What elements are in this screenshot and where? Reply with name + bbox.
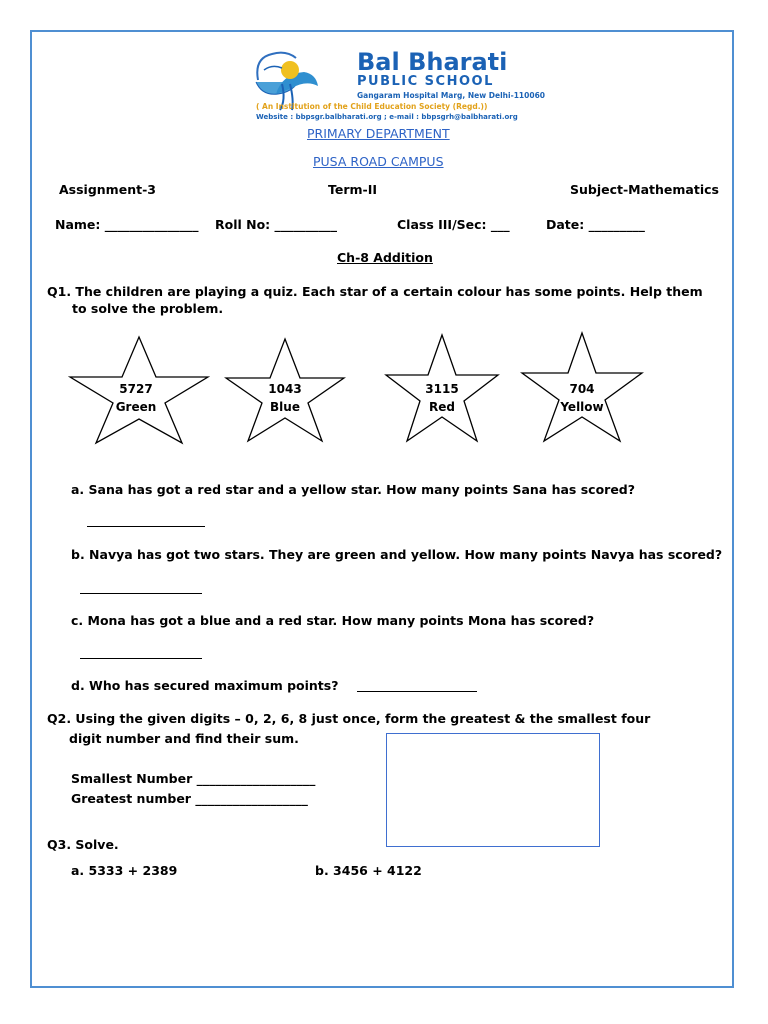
date-field: Date: _________ — [546, 217, 645, 232]
q3-title: Q3. Solve. — [47, 837, 119, 852]
star-red-points: 3115 — [425, 382, 459, 396]
page-border — [30, 30, 734, 988]
star-blue-colour: Blue — [270, 400, 300, 414]
q1b-text: b. Navya has got two stars. They are green and yellow. How many points Navya has scored? — [71, 547, 723, 562]
greatest-number-field: Greatest number __________________ — [71, 791, 308, 806]
department-link[interactable]: PRIMARY DEPARTMENT — [307, 126, 450, 141]
star-yellow-colour: Yellow — [560, 400, 604, 414]
q1d-text: d. Who has secured maximum points? — [71, 678, 339, 693]
star-blue-label — [245, 380, 325, 416]
star-green-colour: Green — [115, 400, 157, 414]
star-green-label — [96, 380, 176, 416]
subject-label: Subject-Mathematics — [570, 182, 719, 197]
assignment-label: Assignment-3 — [59, 182, 156, 197]
chapter-title: Ch-8 Addition — [337, 250, 433, 265]
q1d-answer-line[interactable] — [357, 691, 477, 692]
q1-text-line2: to solve the problem. — [72, 301, 224, 316]
class-field: Class III/Sec: ___ — [397, 217, 510, 232]
q2-text-line1: Q2. Using the given digits – 0, 2, 6, 8 just once, form the greatest & the smallest four — [47, 711, 651, 726]
q3a-text: a. 5333 + 2389 — [71, 863, 178, 878]
star-blue-points: 1043 — [268, 382, 302, 396]
star-red-label — [402, 380, 482, 416]
sum-answer-box[interactable] — [386, 733, 600, 847]
school-name: Bal Bharati — [357, 48, 508, 76]
institution-line: ( An Institution of the Child Education Society (Regd.)) — [256, 102, 488, 111]
q1c-text: c. Mona has got a blue and a red star. How many points Mona has scored? — [71, 613, 595, 628]
q1a-answer-line[interactable] — [87, 526, 205, 527]
q2-text-line2: digit number and find their sum. — [69, 731, 299, 746]
school-subtitle: PUBLIC SCHOOL — [357, 74, 494, 89]
school-address: Gangaram Hospital Marg, New Delhi-110060 — [357, 91, 546, 100]
roll-field: Roll No: __________ — [215, 217, 338, 232]
star-green-points: 5727 — [119, 382, 153, 396]
campus-link[interactable]: PUSA ROAD CAMPUS — [313, 154, 444, 169]
name-field: Name: _______________ — [55, 217, 199, 232]
star-yellow-label — [542, 380, 622, 416]
q3b-text: b. 3456 + 4122 — [315, 863, 422, 878]
q1a-text: a. Sana has got a red star and a yellow star. How many points Sana has scored? — [71, 482, 636, 497]
website-line: Website : bbpsgr.balbharati.org ; e-mail : bbpsgrh@balbharati.org — [256, 113, 518, 121]
q1c-answer-line[interactable] — [80, 658, 202, 659]
term-label: Term-II — [328, 182, 378, 197]
q1b-answer-line[interactable] — [80, 593, 202, 594]
star-red-colour: Red — [429, 400, 455, 414]
star-yellow-points: 704 — [569, 382, 595, 396]
q1-text-line1: Q1. The children are playing a quiz. Each star of a certain colour has some points. Help them — [47, 284, 703, 299]
smallest-number-field: Smallest Number ___________________ — [71, 771, 316, 786]
